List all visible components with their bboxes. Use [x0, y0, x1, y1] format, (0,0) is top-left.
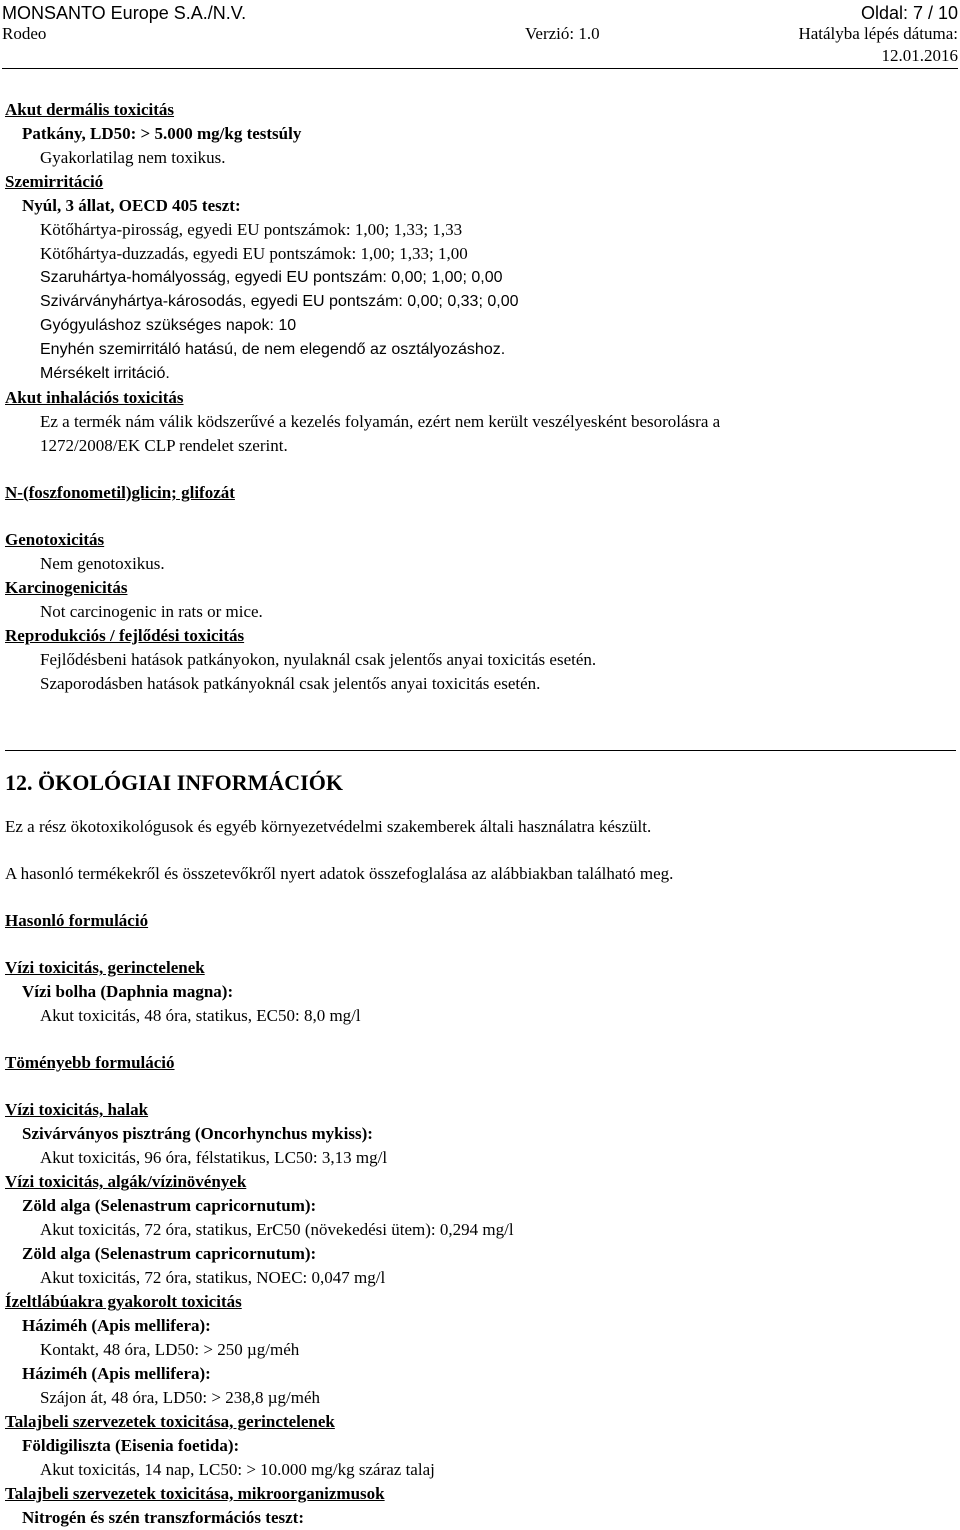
- earthworm-value: Akut toxicitás, 14 nap, LC50: > 10.000 mg/kg száraz talaj: [40, 1460, 435, 1479]
- effective-date: 12.01.2016: [881, 46, 958, 65]
- inhalation-text-2: 1272/2008/EK CLP rendelet szerint.: [40, 436, 288, 455]
- eye-line: Gyógyuláshoz szükséges napok: 10: [40, 317, 297, 334]
- eye-test: Nyúl, 3 állat, OECD 405 teszt:: [22, 196, 241, 215]
- nitrogen-carbon-test-label: Nitrogén és szén transzformációs teszt:: [22, 1508, 304, 1527]
- daphnia-label: Vízi bolha (Daphnia magna):: [22, 982, 234, 1001]
- earthworm-label: Földigiliszta (Eisenia foetida):: [22, 1436, 240, 1455]
- inhalation-text-1: Ez a termék nám válik ködszerűvé a kezelés folyamán, ezért nem került veszélyesként besorolásra a: [40, 412, 721, 431]
- eye-line: Kötőhártya-pirosság, egyedi EU pontszámok: 1,00; 1,33; 1,33: [40, 220, 463, 239]
- carcinogenicity-text: Not carcinogenic in rats or mice.: [40, 602, 263, 621]
- algae-label-1: Zöld alga (Selenastrum capricornutum):: [22, 1196, 317, 1215]
- similar-formulation-heading: Hasonló formuláció: [5, 911, 149, 930]
- soil-invertebrates-heading: Talajbeli szervezetek toxicitása, gerinctelenek: [5, 1412, 335, 1431]
- effective-date-label: Hatályba lépés dátuma:: [798, 24, 958, 43]
- eco-intro-2: A hasonló termékekről és összetevőkről nyert adatok összefoglalása az alábbiakban található meg.: [5, 864, 674, 883]
- daphnia-value: Akut toxicitás, 48 óra, statikus, EC50: 8,0 mg/l: [40, 1006, 361, 1025]
- inhalation-heading: Akut inhalációs toxicitás: [5, 388, 184, 407]
- version-label: Verzió: 1.0: [525, 24, 600, 43]
- genotoxicity-text: Nem genotoxikus.: [40, 554, 165, 573]
- algae-value-1: Akut toxicitás, 72 óra, statikus, ErC50 (növekedési ütem): 0,294 mg/l: [40, 1220, 514, 1239]
- genotoxicity-heading: Genotoxicitás: [5, 530, 105, 549]
- eye-line: Szaruhártya-homályosság, egyedi EU pontszám: 0,00; 1,00; 0,00: [40, 269, 503, 286]
- dermal-result: Patkány, LD50: > 5.000 mg/kg testsúly: [22, 124, 302, 143]
- soil-microorganisms-heading: Talajbeli szervezetek toxicitása, mikroorganizmusok: [5, 1484, 385, 1503]
- eye-line: Kötőhártya-duzzadás, egyedi EU pontszámok: 1,00; 1,33; 1,00: [40, 244, 468, 263]
- aquatic-invertebrates-heading: Vízi toxicitás, gerinctelenek: [5, 958, 205, 977]
- dermal-heading: Akut dermális toxicitás: [5, 100, 175, 119]
- eye-line: Enyhén szemirritáló hatású, de nem elegendő az osztályozáshoz.: [40, 341, 506, 358]
- product-name: Rodeo: [2, 24, 47, 43]
- algae-label-2: Zöld alga (Selenastrum capricornutum):: [22, 1244, 317, 1263]
- concentrated-formulation-heading: Töményebb formuláció: [5, 1053, 175, 1072]
- bee-label-1: Háziméh (Apis mellifera):: [22, 1316, 211, 1335]
- carcinogenicity-heading: Karcinogenicitás: [5, 578, 128, 597]
- reproductive-text-2: Szaporodásben hatások patkányoknál csak jelentős anyai toxicitás esetén.: [40, 674, 541, 693]
- trout-label: Szivárványos pisztráng (Oncorhynchus mykiss):: [22, 1124, 373, 1143]
- algae-heading: Vízi toxicitás, algák/vízinövények: [5, 1172, 247, 1191]
- eye-line: Mérsékelt irritáció.: [40, 365, 170, 382]
- company-name: MONSANTO Europe S.A./N.V.: [2, 3, 247, 23]
- trout-value: Akut toxicitás, 96 óra, félstatikus, LC50: 3,13 mg/l: [40, 1148, 388, 1167]
- reproductive-text-1: Fejlődésbeni hatások patkányokon, nyulaknál csak jelentős anyai toxicitás esetén.: [40, 650, 597, 669]
- bee-value-1: Kontakt, 48 óra, LD50: > 250 µg/méh: [40, 1340, 300, 1359]
- header-divider: [2, 68, 958, 69]
- aquatic-fish-heading: Vízi toxicitás, halak: [5, 1100, 149, 1119]
- eco-intro-1: Ez a rész ökotoxikológusok és egyéb környezetvédelmi szakemberek általi használatra készült.: [5, 817, 652, 836]
- arthropod-heading: Ízeltlábúakra gyakorolt toxicitás: [5, 1292, 242, 1311]
- document-body: [5, 98, 955, 1530]
- substance-heading: N-(foszfonometil)glicin; glifozát: [5, 483, 235, 502]
- section-divider: [5, 750, 956, 751]
- dermal-conclusion: Gyakorlatilag nem toxikus.: [40, 148, 226, 167]
- bee-label-2: Háziméh (Apis mellifera):: [22, 1364, 211, 1383]
- reproductive-heading: Reprodukciós / fejlődési toxicitás: [5, 626, 245, 645]
- section-12-title: 12. ÖKOLÓGIAI INFORMÁCIÓK: [5, 770, 343, 795]
- bee-value-2: Szájon át, 48 óra, LD50: > 238,8 µg/méh: [40, 1388, 321, 1407]
- eye-line: Szivárványhártya-károsodás, egyedi EU pontszám: 0,00; 0,33; 0,00: [40, 293, 519, 310]
- eye-heading: Szemirritáció: [5, 172, 104, 191]
- header-row-1: [2, 2, 958, 24]
- algae-value-2: Akut toxicitás, 72 óra, statikus, NOEC: 0,047 mg/l: [40, 1268, 386, 1287]
- header-row-2: [2, 24, 958, 44]
- page-number: Oldal: 7 / 10: [860, 3, 958, 23]
